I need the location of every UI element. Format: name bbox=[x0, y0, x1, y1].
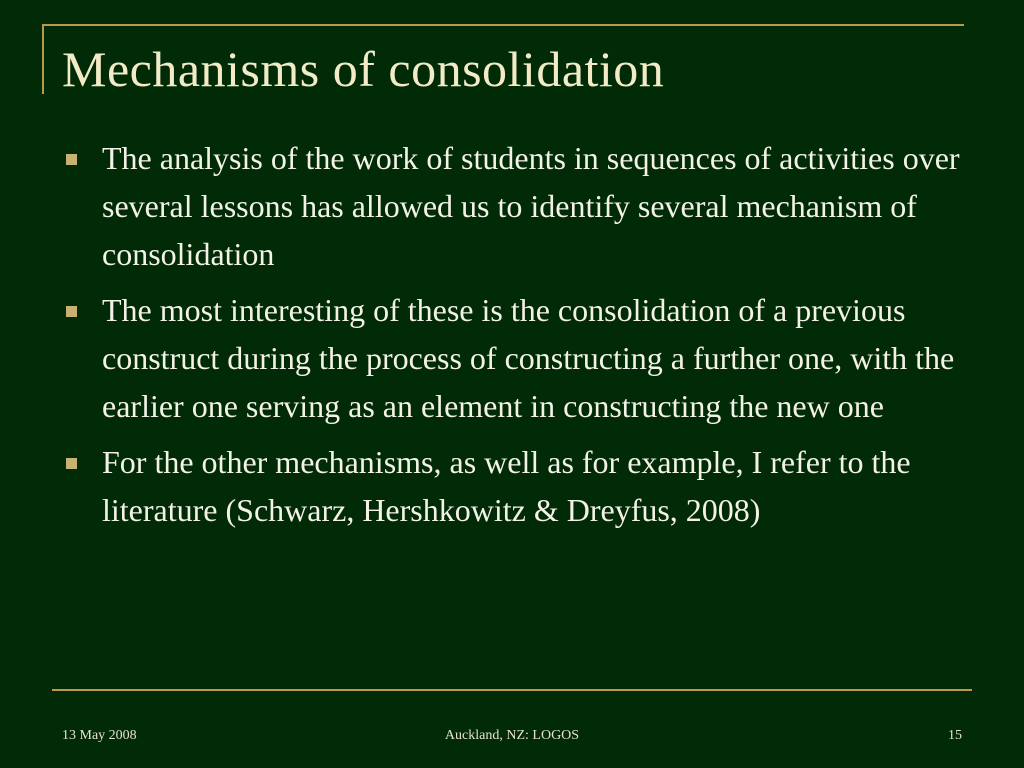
square-bullet-icon bbox=[66, 306, 77, 317]
title-frame-left-rule bbox=[42, 24, 44, 94]
bullet-text: For the other mechanisms, as well as for example, I refer to the literature (Schwarz, Hershkowitz & Dreyfus, 2008) bbox=[102, 444, 911, 528]
footer-date: 13 May 2008 bbox=[62, 728, 137, 743]
bullet-item bbox=[62, 134, 962, 278]
footer-title: Auckland, NZ: LOGOS bbox=[444, 728, 580, 743]
square-bullet-icon bbox=[66, 154, 77, 165]
bullet-item bbox=[62, 438, 962, 534]
bullet-text: The analysis of the work of students in sequences of activities over several lessons has allowed us to identify several mechanism of consolidation bbox=[102, 140, 960, 272]
footer-divider bbox=[52, 689, 972, 691]
bullet-list bbox=[62, 134, 962, 542]
slide-title: Mechanisms of consolidation bbox=[62, 41, 665, 97]
bullet-text: The most interesting of these is the consolidation of a previous construct during the process of constructing a further one, with the earlier one serving as an element in constructing the new one bbox=[102, 292, 955, 424]
square-bullet-icon bbox=[66, 458, 77, 469]
bullet-item bbox=[62, 286, 962, 430]
title-frame-top-rule bbox=[42, 24, 964, 26]
slide-number: 15 bbox=[948, 728, 962, 743]
